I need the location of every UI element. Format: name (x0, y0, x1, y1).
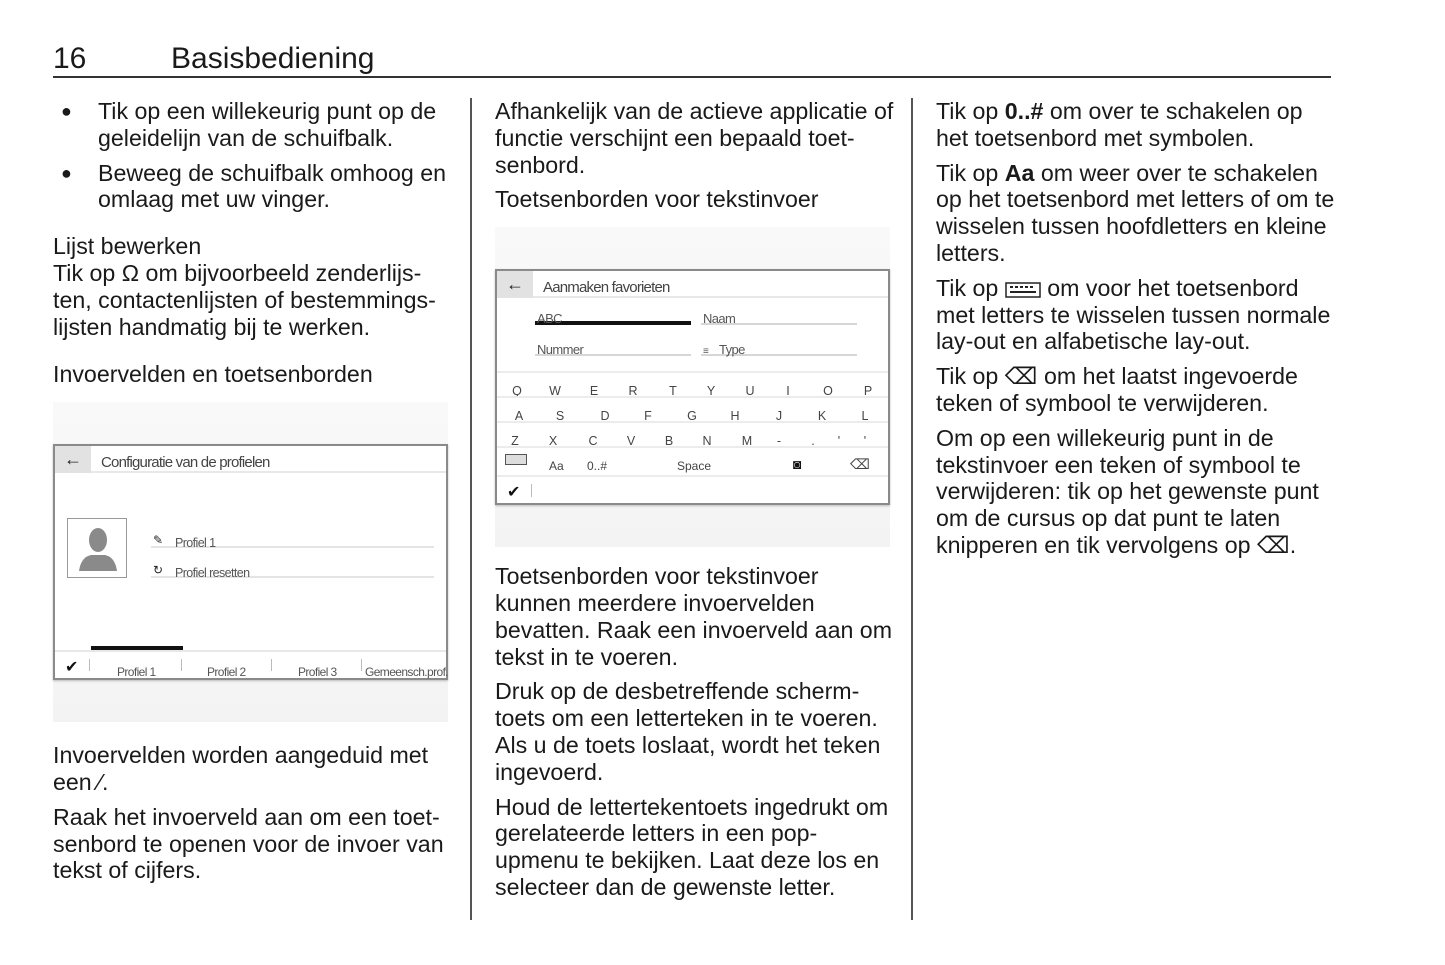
paragraph: Tik op Ω om bijvoorbeeld zenderlijs-ten, contactenlijsten of bestemmings-lijsten handmatig bij te werken. (53, 259, 436, 340)
tab-profiel-2[interactable]: Profiel 2 (207, 665, 246, 680)
column-2 (495, 98, 895, 909)
case-key-label: Aa (1004, 159, 1035, 186)
key[interactable]: N (702, 434, 712, 449)
column-divider (470, 98, 472, 920)
confirm-row (497, 475, 888, 503)
paragraph: Raak het invoerveld aan om een toet-senbord te openen voor de invoer van tekst of cijfers. (53, 803, 444, 884)
back-arrow-icon: ← (506, 274, 524, 295)
key[interactable]: M (741, 434, 753, 449)
paragraph: Tik op Aa om weer over te schakelen op het toetsenbord met letters of om te wisselen tussen hoofdletters en kleine letters. (936, 159, 1335, 266)
bullet-item: ● Beweeg de schuifbalk omhoog en omlaag met uw vinger. (61, 159, 447, 213)
profile-reset-row[interactable]: ↻ Profiel resetten (151, 552, 434, 578)
case-toggle-button[interactable]: Aa (549, 459, 564, 474)
key[interactable]: U (745, 384, 755, 399)
paragraph: Om op een willekeurig punt in de tekstinvoer een teken of symbool te verwijderen: tik op het gewenste punt om de cursus op dat punt te laten knipperen en tik vervolgens op ⌫. (936, 424, 1319, 558)
key[interactable]: Z (511, 434, 519, 449)
column-1 (53, 98, 453, 892)
key[interactable]: S (555, 409, 565, 424)
key[interactable]: K (817, 409, 827, 424)
key[interactable]: H (730, 409, 740, 424)
tab-profiel-1[interactable]: Profiel 1 (117, 665, 156, 680)
key-row-2 (497, 396, 888, 424)
key[interactable]: I (786, 384, 790, 399)
key[interactable]: D (600, 409, 610, 424)
profile-screen-illustration (53, 402, 448, 722)
key-row-1 (497, 371, 888, 399)
page-title: Basisbediening (171, 42, 375, 75)
column-3 (936, 98, 1336, 567)
key[interactable]: Y (706, 384, 716, 399)
key[interactable]: O (823, 384, 833, 399)
abc-field[interactable]: ABC (535, 303, 691, 325)
space-button[interactable]: Space (677, 459, 712, 474)
type-field[interactable]: ≡ Type (701, 334, 857, 356)
backspace-icon: ⌫ (1256, 531, 1290, 558)
function-row (497, 446, 888, 474)
paragraph: Druk op de desbetreffende scherm-toets om een letterteken in te voeren. Als u de toets loslaat, wordt het teken ingevoerd. (495, 678, 881, 785)
backspace-icon: ⌫ (1004, 363, 1038, 390)
active-tab-indicator (91, 646, 183, 650)
name-field[interactable]: Naam (701, 303, 857, 325)
keyboard-icon[interactable] (505, 454, 527, 465)
screen-title: Configuratie van de profielen (101, 454, 270, 472)
screen-title: Aanmaken favorieten (543, 279, 670, 297)
back-button[interactable] (55, 446, 91, 473)
bullet-icon: ● (61, 101, 72, 121)
input-language-icon[interactable]: ◙ (793, 456, 802, 473)
tab-shared-profile[interactable]: Gemeensch.prof. (365, 665, 449, 680)
tab-profiel-3[interactable]: Profiel 3 (298, 665, 337, 680)
checkmark-icon[interactable]: ✔ (65, 659, 78, 677)
key[interactable]: X (548, 434, 558, 449)
avatar[interactable] (67, 518, 127, 578)
page-number: 16 (53, 42, 87, 75)
key[interactable]: E (589, 384, 599, 399)
key-row-3 (497, 421, 888, 449)
key[interactable]: L (861, 409, 869, 424)
paragraph: Toetsenborden voor tekstinvoer kunnen meerdere invoervelden bevatten. Raak een invoerveld aan om tekst in te voeren. (495, 563, 893, 670)
section-heading: Lijst bewerken (53, 233, 202, 260)
screen-topbar (55, 446, 446, 473)
number-field[interactable]: Nummer (535, 334, 691, 356)
bullet-list (53, 98, 453, 213)
bullet-icon: ● (61, 162, 72, 183)
person-silhouette-icon (77, 527, 119, 571)
key[interactable]: W (549, 384, 561, 399)
bullet-item: ● Tik op een willekeurig punt op de geleidelijn van de schuifbalk. (61, 98, 437, 151)
key[interactable]: F (644, 409, 652, 424)
pencil-icon: ∕ (98, 768, 103, 795)
key[interactable]: G (687, 409, 697, 424)
keyboard-screen-illustration (495, 227, 890, 547)
key[interactable]: C (588, 434, 598, 449)
keyboard-icon (1005, 282, 1041, 298)
reset-icon: ↻ (153, 563, 163, 578)
page-header (53, 40, 1331, 78)
profile-tab-bar (55, 650, 449, 680)
paragraph: Afhankelijk van de actieve applicatie of functie verschijnt een bepaald toet-senbord. (495, 98, 894, 178)
key[interactable]: T (669, 384, 677, 399)
key[interactable]: R (628, 384, 638, 399)
paragraph: Tik op om voor het toetsenbord met letters te wisselen tussen normale lay-out en alfabetische lay-out. (936, 274, 1331, 355)
key[interactable]: . (811, 434, 815, 449)
key[interactable]: ' (863, 434, 867, 449)
backspace-icon[interactable]: ⌫ (850, 456, 870, 473)
key[interactable]: V (626, 434, 636, 449)
text-cursor (531, 484, 532, 497)
symbols-key-label: 0..# (1004, 98, 1044, 124)
checkmark-icon[interactable]: ✔ (507, 484, 521, 502)
paragraph: Invoervelden worden aangeduid met een ∕. (53, 742, 429, 795)
key[interactable]: B (664, 434, 674, 449)
paragraph: Houd de lettertekentoets ingedrukt om gerelateerde letters in een pop-upmenu te bekijken. Laat deze los en selecteer dan de gewenste letter. (495, 793, 889, 900)
keyboard-screen (495, 269, 890, 505)
key[interactable]: - (776, 434, 782, 449)
omega-edit-icon: Ω (121, 259, 140, 286)
paragraph: Tik op 0..# om over te schakelen op het toetsenbord met symbolen. (936, 98, 1303, 151)
dropdown-icon: ≡ (703, 346, 709, 358)
section-heading: Invoervelden en toetsenborden (53, 361, 373, 388)
profile-name-row[interactable]: ✎ Profiel 1 (151, 522, 434, 548)
screen-topbar (497, 271, 888, 298)
column-divider (911, 98, 913, 920)
key[interactable]: ' (837, 434, 841, 449)
key[interactable]: Q (512, 384, 522, 399)
back-button[interactable] (497, 271, 533, 298)
paragraph: Tik op ⌫ om het laatst ingevoerde teken of symbool te verwijderen. (936, 363, 1298, 416)
key[interactable]: A (514, 409, 524, 424)
pencil-icon: ✎ (153, 533, 163, 548)
symbols-button[interactable]: 0..# (587, 459, 608, 474)
back-arrow-icon: ← (64, 449, 82, 470)
key[interactable]: J (775, 409, 783, 424)
profile-screen (53, 444, 448, 680)
key[interactable]: P (863, 384, 873, 399)
section-heading: Toetsenborden voor tekstinvoer (495, 186, 819, 213)
list-edit-section (53, 233, 453, 340)
